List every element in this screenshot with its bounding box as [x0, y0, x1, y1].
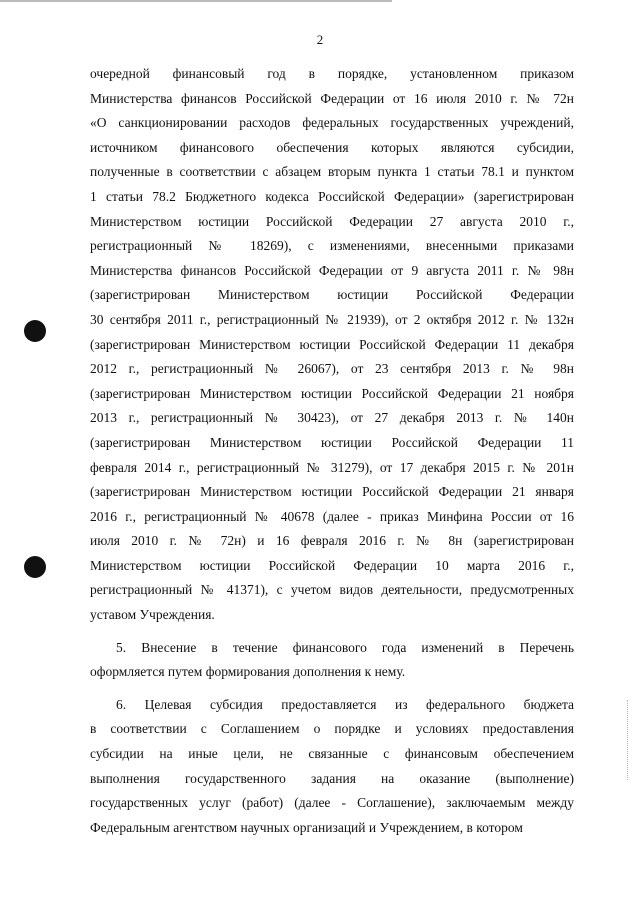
text-line: (зарегистрирован Министерством юстиции Российской Федерации 21 января [90, 484, 574, 500]
page-number: 2 [316, 32, 324, 47]
text-line: 5. Внесение в течение финансового года изменений в Перечень [116, 639, 574, 655]
text-line: (зарегистрирован Министерством юстиции Российской Федерации [90, 287, 574, 303]
text-line: оформляется путем формирования дополнения к нему. [90, 664, 406, 680]
text-line: 2013 г., регистрационный № 30423), от 27 декабря 2013 г. № 140н [90, 410, 574, 426]
document-body [90, 62, 574, 840]
paragraph-gap [90, 628, 574, 636]
paragraph-p1 [90, 62, 574, 628]
punch-hole-mark [24, 556, 46, 578]
text-line: «О санкционировании расходов федеральных государственных учреждений, [90, 115, 574, 131]
text-line: 30 сентября 2011 г., регистрационный № 21939), от 2 октября 2012 г. № 132н [90, 311, 574, 327]
text-line: 2016 г., регистрационный № 40678 (далее - приказ Минфина России от 16 [90, 508, 574, 524]
text-line: июля 2010 г. № 72н) и 16 февраля 2016 г. № 8н (зарегистрирован [90, 533, 574, 549]
text-line: источником финансового обеспечения которых являются субсидии, [90, 139, 574, 155]
text-line: 2012 г., регистрационный № 26067), от 23 сентября 2013 г. № 98н [90, 361, 574, 377]
text-line: (зарегистрирован Министерством юстиции Российской Федерации 11 [90, 434, 574, 450]
paragraph-p6 [90, 693, 574, 841]
punch-hole-mark [24, 320, 46, 342]
text-line: выполнения государственного задания на оказание (выполнение) [90, 770, 574, 786]
top-rule [0, 0, 392, 2]
text-line: субсидии на иные цели, не связанные с финансовым обеспечением [90, 746, 574, 762]
text-line: (зарегистрирован Министерством юстиции Российской Федерации 11 декабря [90, 336, 574, 352]
text-line: Министерства финансов Российской Федерации от 16 июля 2010 г. № 72н [90, 90, 574, 106]
text-line: очередной финансовый год в порядке, установленном приказом [90, 66, 574, 81]
text-line: Федеральным агентством научных организаций и Учреждением, в котором [90, 819, 523, 835]
text-line: Министерством юстиции Российской Федерации 27 августа 2010 г., [90, 213, 574, 229]
text-line: регистрационный № 18269), с изменениями, внесенными приказами [90, 238, 574, 254]
text-line: регистрационный № 41371), с учетом видов деятельности, предусмотренных [90, 582, 574, 598]
paragraph-p5 [90, 636, 574, 685]
text-line: уставом Учреждения. [90, 607, 215, 623]
text-line: 1 статьи 78.2 Бюджетного кодекса Российской Федерации» (зарегистрирован [90, 188, 574, 204]
text-line: 6. Целевая субсидия предоставляется из федерального бюджета [116, 696, 574, 712]
text-line: государственных услуг (работ) (далее - Соглашение), заключаемым между [90, 795, 574, 811]
text-line: Министерства финансов Российской Федерации от 9 августа 2011 г. № 98н [90, 262, 574, 278]
text-line: в соответствии с Соглашением о порядке и условиях предоставления [90, 721, 574, 737]
paragraph-gap [90, 685, 574, 693]
text-line: Министерством юстиции Российской Федерации 10 марта 2016 г., [90, 557, 574, 573]
text-line: полученные в соответствии с абзацем вторым пункта 1 статьи 78.1 и пунктом [90, 164, 574, 180]
text-line: (зарегистрирован Министерством юстиции Российской Федерации 21 ноября [90, 385, 574, 401]
edge-mark [626, 700, 628, 780]
text-line: февраля 2014 г., регистрационный № 31279), от 17 декабря 2015 г. № 201н [90, 459, 574, 475]
